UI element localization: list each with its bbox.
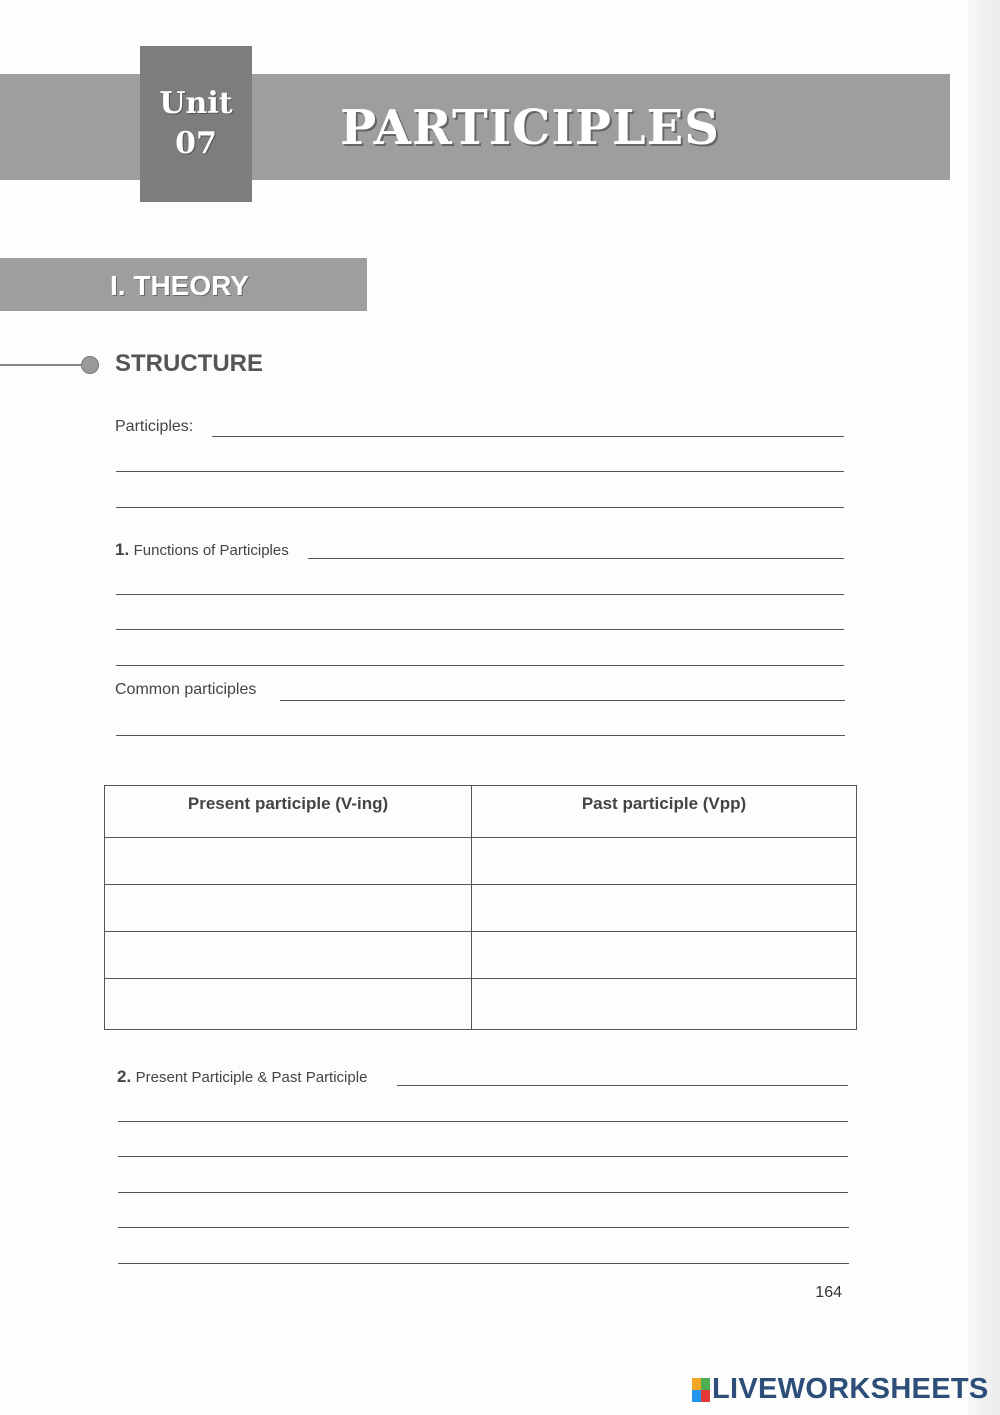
brand-name: LIVEWORKSHEETS — [712, 1373, 989, 1405]
liveworksheets-brand[interactable] — [692, 1373, 989, 1406]
present-past-blank-line[interactable] — [118, 1263, 849, 1264]
table-cell-present[interactable] — [105, 885, 472, 932]
table-header-row — [105, 786, 857, 838]
present-past-text: Present Participle & Past Participle — [135, 1069, 368, 1086]
table-row — [105, 932, 857, 979]
functions-blank-line[interactable] — [308, 558, 844, 559]
participles-blank-line[interactable] — [212, 436, 844, 437]
table-cell-past[interactable] — [472, 838, 857, 885]
present-past-blank-line[interactable] — [118, 1121, 848, 1122]
table-row — [105, 838, 857, 885]
table-header-present: Present participle (V-ing) — [105, 786, 472, 838]
present-past-label — [117, 1067, 367, 1087]
participles-label: Participles: — [115, 418, 194, 435]
unit-label: Unit — [159, 86, 233, 121]
structure-heading: STRUCTURE — [115, 350, 263, 377]
functions-label — [115, 540, 289, 560]
functions-blank-line[interactable] — [116, 665, 844, 666]
table-cell-past[interactable] — [472, 979, 857, 1030]
page-edge — [968, 0, 1000, 1415]
functions-blank-line[interactable] — [116, 594, 844, 595]
section-title: I. THEORY — [110, 270, 249, 301]
functions-text: Functions of Participles — [133, 542, 289, 559]
unit-box — [140, 46, 252, 202]
page-number: 164 — [815, 1284, 842, 1301]
table-cell-past[interactable] — [472, 885, 857, 932]
functions-blank-line[interactable] — [116, 629, 844, 630]
common-participles-label: Common participles — [115, 681, 257, 698]
table-cell-past[interactable] — [472, 932, 857, 979]
bullet-dot-icon — [81, 356, 99, 374]
participles-table — [104, 785, 857, 1030]
page-title: PARTICIPLES — [340, 100, 720, 156]
present-past-blank-line[interactable] — [118, 1192, 848, 1193]
present-past-number: 2. — [117, 1067, 132, 1086]
table-cell-present[interactable] — [105, 838, 472, 885]
table-cell-present[interactable] — [105, 979, 472, 1030]
liveworksheets-logo-icon — [692, 1378, 710, 1402]
common-blank-line[interactable] — [280, 700, 845, 701]
functions-number: 1. — [115, 540, 130, 559]
common-blank-line[interactable] — [116, 735, 845, 736]
table-cell-present[interactable] — [105, 932, 472, 979]
unit-number: 07 — [175, 126, 217, 161]
present-past-blank-line[interactable] — [118, 1156, 848, 1157]
table-header-past: Past participle (Vpp) — [472, 786, 857, 838]
present-past-blank-line[interactable] — [118, 1227, 849, 1228]
structure-line — [0, 364, 82, 366]
participles-blank-line[interactable] — [116, 471, 844, 472]
participles-blank-line[interactable] — [116, 507, 844, 508]
table-row — [105, 979, 857, 1030]
table-row — [105, 885, 857, 932]
present-past-blank-line[interactable] — [397, 1085, 848, 1086]
